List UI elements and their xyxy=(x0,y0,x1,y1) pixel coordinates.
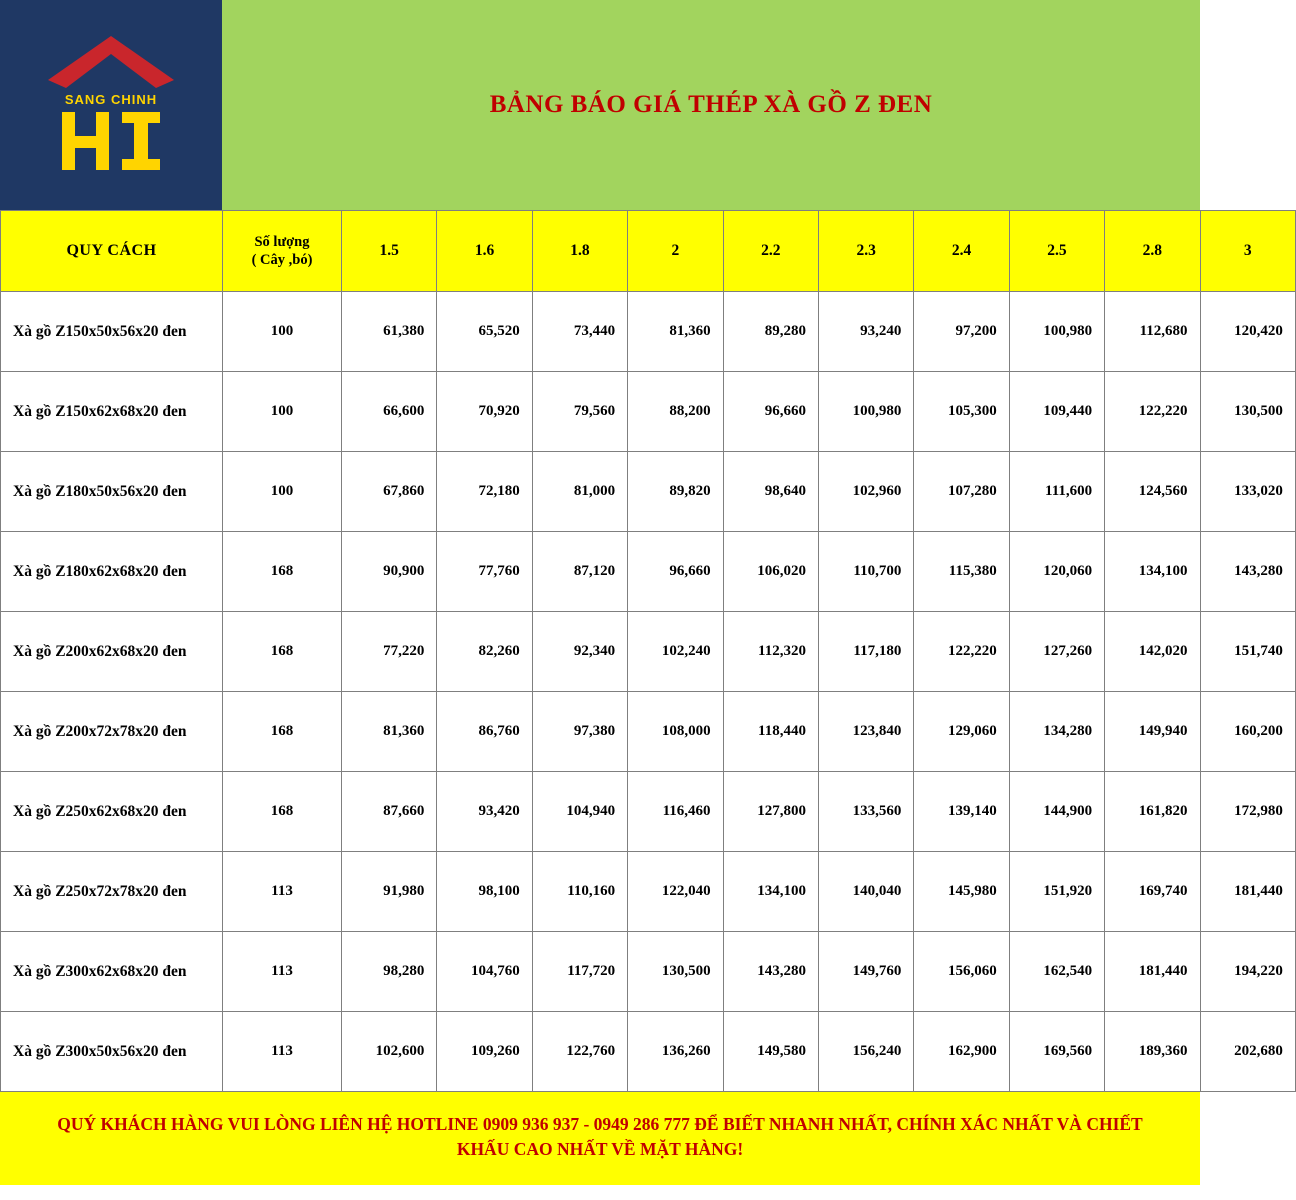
column-header-2-4: 2.4 xyxy=(914,211,1009,292)
footer-line-1: QUÝ KHÁCH HÀNG VUI LÒNG LIÊN HỆ HOTLINE 0909 936 937 - 0949 286 777 ĐỂ BIẾT NHANH NHẤT, CHÍNH XÁC NHẤT VÀ CHIẾT xyxy=(57,1114,1143,1134)
price-cell: 130,500 xyxy=(628,932,723,1012)
price-cell: 106,020 xyxy=(723,532,818,612)
row-spec: Xà gồ Z300x62x68x20 đen xyxy=(1,932,223,1012)
price-cell: 104,940 xyxy=(532,772,627,852)
column-header-quantity xyxy=(223,211,342,292)
price-cell: 81,360 xyxy=(342,692,437,772)
price-cell: 91,980 xyxy=(342,852,437,932)
table-row xyxy=(1,372,1296,452)
footer-note xyxy=(0,1092,1200,1185)
row-spec: Xà gồ Z200x62x68x20 đen xyxy=(1,612,223,692)
price-cell: 98,640 xyxy=(723,452,818,532)
price-cell: 194,220 xyxy=(1200,932,1295,1012)
column-header-2-3: 2.3 xyxy=(818,211,913,292)
column-header-quantity-sublabel: ( Cây ,bó) xyxy=(251,252,313,268)
price-cell: 96,660 xyxy=(723,372,818,452)
column-header-spec: QUY CÁCH xyxy=(1,211,223,292)
price-cell: 149,580 xyxy=(723,1012,818,1092)
price-cell: 151,740 xyxy=(1200,612,1295,692)
price-cell: 139,140 xyxy=(914,772,1009,852)
price-cell: 89,820 xyxy=(628,452,723,532)
price-cell: 97,200 xyxy=(914,292,1009,372)
price-cell: 202,680 xyxy=(1200,1012,1295,1092)
table-header-row xyxy=(1,211,1296,292)
price-cell: 133,020 xyxy=(1200,452,1295,532)
price-cell: 110,700 xyxy=(818,532,913,612)
price-cell: 149,940 xyxy=(1105,692,1200,772)
price-cell: 102,600 xyxy=(342,1012,437,1092)
price-cell: 93,240 xyxy=(818,292,913,372)
price-cell: 109,260 xyxy=(437,1012,532,1092)
row-quantity: 168 xyxy=(223,532,342,612)
price-cell: 81,360 xyxy=(628,292,723,372)
title-banner xyxy=(222,0,1200,210)
column-header-quantity-label: Số lượng xyxy=(254,233,310,250)
table-row xyxy=(1,452,1296,532)
price-cell: 112,320 xyxy=(723,612,818,692)
price-cell: 82,260 xyxy=(437,612,532,692)
footer-line-2: KHẤU CAO NHẤT VỀ MẶT HÀNG! xyxy=(456,1139,744,1160)
price-cell: 98,100 xyxy=(437,852,532,932)
price-cell: 120,060 xyxy=(1009,532,1104,612)
company-logo xyxy=(0,0,222,210)
price-cell: 142,020 xyxy=(1105,612,1200,692)
price-cell: 130,500 xyxy=(1200,372,1295,452)
row-quantity: 113 xyxy=(223,852,342,932)
price-cell: 144,900 xyxy=(1009,772,1104,852)
table-body xyxy=(1,292,1296,1092)
price-cell: 102,960 xyxy=(818,452,913,532)
price-cell: 104,760 xyxy=(437,932,532,1012)
price-cell: 122,220 xyxy=(914,612,1009,692)
price-cell: 118,440 xyxy=(723,692,818,772)
price-cell: 92,340 xyxy=(532,612,627,692)
price-cell: 162,900 xyxy=(914,1012,1009,1092)
column-header-2-5: 2.5 xyxy=(1009,211,1104,292)
price-cell: 133,560 xyxy=(818,772,913,852)
row-quantity: 168 xyxy=(223,692,342,772)
price-cell: 116,460 xyxy=(628,772,723,852)
price-cell: 169,560 xyxy=(1009,1012,1104,1092)
row-spec: Xà gồ Z150x62x68x20 đen xyxy=(1,372,223,452)
price-cell: 123,840 xyxy=(818,692,913,772)
price-cell: 134,280 xyxy=(1009,692,1104,772)
price-cell: 181,440 xyxy=(1105,932,1200,1012)
price-cell: 143,280 xyxy=(1200,532,1295,612)
price-cell: 151,920 xyxy=(1009,852,1104,932)
hi-monogram-icon xyxy=(60,110,162,172)
table-row xyxy=(1,772,1296,852)
price-cell: 134,100 xyxy=(1105,532,1200,612)
price-cell: 129,060 xyxy=(914,692,1009,772)
price-cell: 65,520 xyxy=(437,292,532,372)
price-cell: 122,040 xyxy=(628,852,723,932)
price-cell: 107,280 xyxy=(914,452,1009,532)
column-header-2: 2 xyxy=(628,211,723,292)
row-spec: Xà gồ Z150x50x56x20 đen xyxy=(1,292,223,372)
price-cell: 93,420 xyxy=(437,772,532,852)
price-cell: 156,060 xyxy=(914,932,1009,1012)
logo-brand-text: SANG CHINH xyxy=(64,92,158,107)
row-spec: Xà gồ Z250x62x68x20 đen xyxy=(1,772,223,852)
row-quantity: 100 xyxy=(223,292,342,372)
price-cell: 181,440 xyxy=(1200,852,1295,932)
table-row xyxy=(1,852,1296,932)
price-cell: 97,380 xyxy=(532,692,627,772)
price-cell: 87,660 xyxy=(342,772,437,852)
column-header-1-6: 1.6 xyxy=(437,211,532,292)
price-cell: 88,200 xyxy=(628,372,723,452)
price-cell: 61,380 xyxy=(342,292,437,372)
price-cell: 136,260 xyxy=(628,1012,723,1092)
price-cell: 79,560 xyxy=(532,372,627,452)
price-cell: 134,100 xyxy=(723,852,818,932)
price-cell: 111,600 xyxy=(1009,452,1104,532)
price-cell: 161,820 xyxy=(1105,772,1200,852)
price-cell: 98,280 xyxy=(342,932,437,1012)
price-cell: 87,120 xyxy=(532,532,627,612)
price-cell: 124,560 xyxy=(1105,452,1200,532)
price-cell: 127,260 xyxy=(1009,612,1104,692)
price-cell: 70,920 xyxy=(437,372,532,452)
price-cell: 189,360 xyxy=(1105,1012,1200,1092)
column-header-1-8: 1.8 xyxy=(532,211,627,292)
price-cell: 72,180 xyxy=(437,452,532,532)
row-quantity: 168 xyxy=(223,772,342,852)
row-quantity: 100 xyxy=(223,452,342,532)
price-cell: 100,980 xyxy=(818,372,913,452)
price-cell: 115,380 xyxy=(914,532,1009,612)
row-spec: Xà gồ Z300x50x56x20 đen xyxy=(1,1012,223,1092)
row-spec: Xà gồ Z250x72x78x20 đen xyxy=(1,852,223,932)
price-cell: 149,760 xyxy=(818,932,913,1012)
table-header xyxy=(1,211,1296,292)
house-roof-icon xyxy=(46,34,176,90)
row-quantity: 113 xyxy=(223,1012,342,1092)
price-cell: 109,440 xyxy=(1009,372,1104,452)
price-cell: 102,240 xyxy=(628,612,723,692)
price-cell: 77,220 xyxy=(342,612,437,692)
price-cell: 122,220 xyxy=(1105,372,1200,452)
price-cell: 66,600 xyxy=(342,372,437,452)
price-cell: 120,420 xyxy=(1200,292,1295,372)
table-row xyxy=(1,932,1296,1012)
column-header-1-5: 1.5 xyxy=(342,211,437,292)
logo-artwork xyxy=(0,0,222,210)
price-cell: 86,760 xyxy=(437,692,532,772)
price-cell: 105,300 xyxy=(914,372,1009,452)
price-cell: 162,540 xyxy=(1009,932,1104,1012)
price-cell: 108,000 xyxy=(628,692,723,772)
row-spec: Xà gồ Z180x62x68x20 đen xyxy=(1,532,223,612)
price-cell: 172,980 xyxy=(1200,772,1295,852)
price-cell: 110,160 xyxy=(532,852,627,932)
price-cell: 140,040 xyxy=(818,852,913,932)
price-cell: 90,900 xyxy=(342,532,437,612)
price-cell: 160,200 xyxy=(1200,692,1295,772)
page-header xyxy=(0,0,1200,210)
column-header-2-8: 2.8 xyxy=(1105,211,1200,292)
row-spec: Xà gồ Z200x72x78x20 đen xyxy=(1,692,223,772)
price-cell: 77,760 xyxy=(437,532,532,612)
price-cell: 117,720 xyxy=(532,932,627,1012)
page-title: BẢNG BÁO GIÁ THÉP XÀ GỒ Z ĐEN xyxy=(489,91,933,118)
table-row xyxy=(1,532,1296,612)
price-cell: 145,980 xyxy=(914,852,1009,932)
row-quantity: 168 xyxy=(223,612,342,692)
price-cell: 117,180 xyxy=(818,612,913,692)
table-row xyxy=(1,1012,1296,1092)
price-cell: 89,280 xyxy=(723,292,818,372)
table-row xyxy=(1,292,1296,372)
column-header-3: 3 xyxy=(1200,211,1295,292)
price-cell: 127,800 xyxy=(723,772,818,852)
row-spec: Xà gồ Z180x50x56x20 đen xyxy=(1,452,223,532)
price-cell: 112,680 xyxy=(1105,292,1200,372)
price-cell: 122,760 xyxy=(532,1012,627,1092)
row-quantity: 113 xyxy=(223,932,342,1012)
column-header-2-2: 2.2 xyxy=(723,211,818,292)
price-cell: 67,860 xyxy=(342,452,437,532)
price-cell: 73,440 xyxy=(532,292,627,372)
price-cell: 143,280 xyxy=(723,932,818,1012)
table-row xyxy=(1,692,1296,772)
row-quantity: 100 xyxy=(223,372,342,452)
price-table xyxy=(0,210,1296,1092)
price-cell: 169,740 xyxy=(1105,852,1200,932)
price-cell: 100,980 xyxy=(1009,292,1104,372)
price-cell: 81,000 xyxy=(532,452,627,532)
price-cell: 96,660 xyxy=(628,532,723,612)
price-cell: 156,240 xyxy=(818,1012,913,1092)
table-row xyxy=(1,612,1296,692)
